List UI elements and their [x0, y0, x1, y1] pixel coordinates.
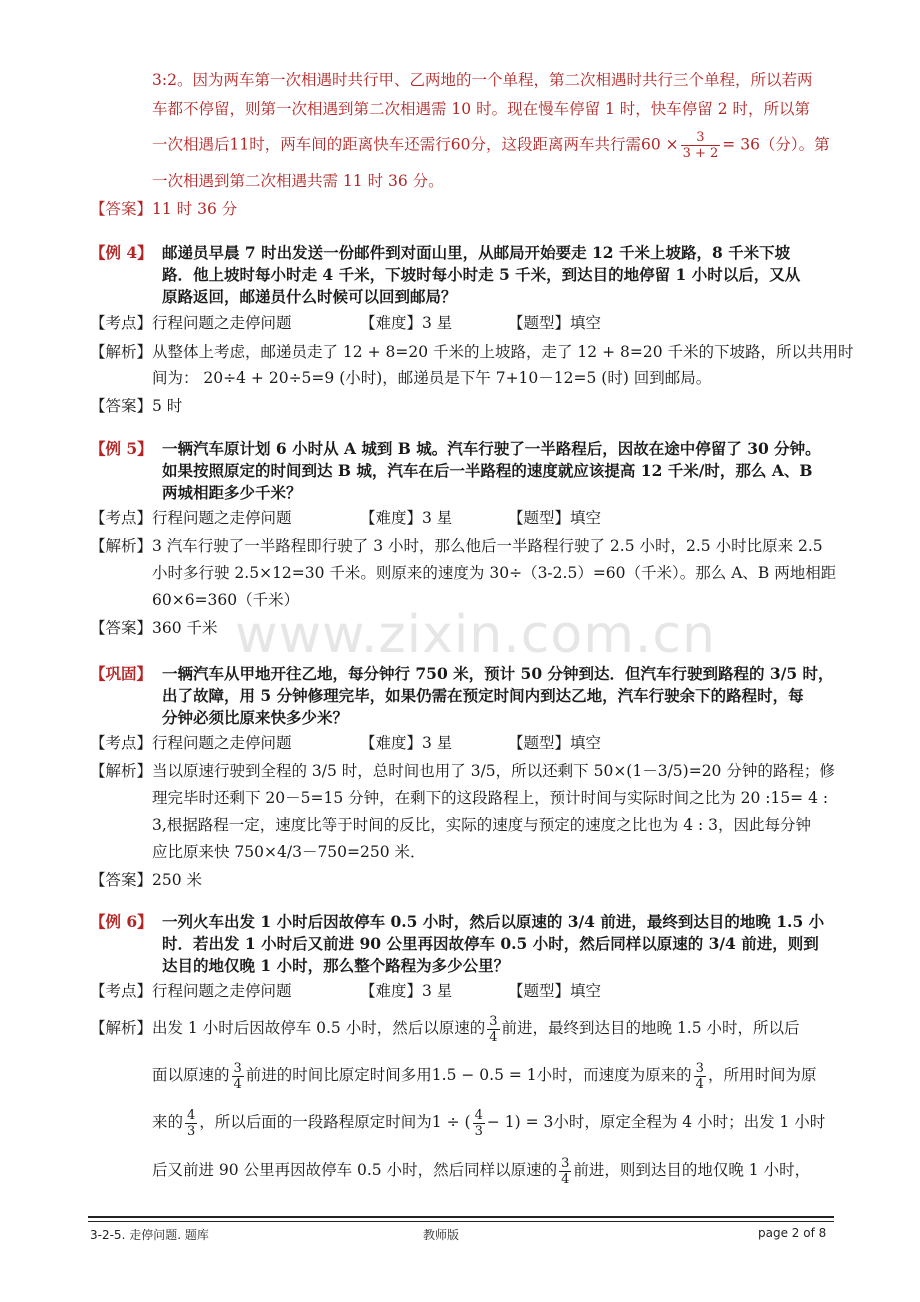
watermark: www.zixin.com.cn [235, 605, 716, 665]
analysis-line-4: 应比原来快 750×4/3－750=250 米． [152, 843, 426, 861]
footer-page-number: page 2 of 8 [758, 1226, 827, 1240]
question-type: 【题型】填空 [508, 509, 602, 527]
example-tag: 【例 5】 [90, 439, 153, 458]
fraction-3-4: $\frac{3}{4}$ [233, 1060, 242, 1092]
question-line-1: 一辆汽车从甲地开往乙地，每分钟行 750 米，预计 50 分钟到达．但汽车行驶到路程的 3/5 时， [162, 664, 834, 683]
question-line-3: 达目的地仅晚 1 小时，那么整个路程为多少公里？ [162, 956, 510, 975]
question-line-1: 一列火车出发 1 小时后因故停车 0.5 小时，然后以原速的 3/4 前进，最终到达目的地晚 1.5 小 [162, 912, 825, 931]
intro-line-3: 一次相遇后11时，两车间的距离快车还需行60分，这段距离两车共行需60 × $\frac{3}{3 + 2}$ = 36（分）。第 [152, 130, 830, 161]
analysis-line-2: 小时多行驶 2.5×12=30 千米。则原来的速度为 30÷（3-2.5）=60（千米）。那么 A、B 两地相距 [152, 564, 837, 582]
analysis-line-3: 来的 $\frac{4}{3}$ ，所以后面的一段路程原定时间为1 ÷ ( $\frac{4}{3}$ − 1) = 3小时，原定全程为 4 小时；出发 1 小时 [152, 1107, 826, 1139]
question-line-2: 路．他上坡时每小时走 4 千米，下坡时每小时走 5 千米，到达目的地停留 1 小时以后，又从 [162, 265, 801, 284]
analysis-line-1: 当以原速行驶到全程的 3/5 时，总时间也用了 3/5，所以还剩下 50×(1－3/5)=20 分钟的路程；修 [152, 762, 835, 780]
question-type: 【题型】填空 [508, 314, 602, 332]
intro-line-4: 一次相遇到第二次相遇共需 11 时 36 分。 [152, 172, 444, 190]
analysis-line-3: 60×6=360（千米） [152, 591, 300, 609]
analysis-line-1: 从整体上考虑，邮递员走了 12 + 8=20 千米的上坡路，走了 12 + 8=20 千米的下坡路，所以共用时 [152, 343, 854, 361]
intro-line-2: 车都不停留，则第一次相遇到第二次相遇需 10 时。现在慢车停留 1 时，快车停留 2 时，所以第 [152, 100, 811, 118]
question-type: 【题型】填空 [508, 982, 602, 1000]
intro-line-1: 3:2。因为两车第一次相遇时共行甲、乙两地的一个单程，第二次相遇时共行三个单程，所以若两 [152, 71, 813, 89]
analysis-line-2: 理完毕时还剩下 20－5=15 分钟，在剩下的这段路程上，预计时间与实际时间之比为 20 :15= 4 : [152, 789, 829, 807]
exercise-tag: 【巩固】 [90, 664, 153, 683]
question-line-3: 分钟必须比原来快多少米？ [162, 708, 349, 727]
fraction-4-3: $\frac{4}{3}$ [474, 1107, 483, 1139]
difficulty: 【难度】3 星 [360, 509, 453, 527]
difficulty: 【难度】3 星 [360, 982, 453, 1000]
question-line-2: 时．若出发 1 小时后又前进 90 公里再因故停车 0.5 小时，然后同样以原速的 3/4 前进，则到 [162, 934, 819, 953]
meta-row: 【考点】行程问题之走停问题 [90, 509, 292, 527]
fraction-3-4: $\frac{3}{4}$ [489, 1013, 498, 1045]
meta-row: 【考点】行程问题之走停问题 [90, 314, 292, 332]
question-line-1: 一辆汽车原计划 6 小时从 A 城到 B 城。汽车行驶了一半路程后，因故在途中停留了 30 分钟。 [162, 439, 821, 458]
analysis-label: 【解析】 [90, 1019, 153, 1037]
analysis-label: 【解析】 [90, 762, 153, 780]
analysis-line-3: 3,根据路程一定，速度比等于时间的反比，实际的速度与预定的速度之比也为 4 : 3，因此每分钟 [152, 816, 812, 834]
intro-answer: 【答案】11 时 36 分 [90, 200, 238, 218]
fraction: $\frac{3}{3 + 2}$ [682, 130, 719, 161]
answer-row: 【答案】250 米 [90, 871, 203, 889]
analysis-label: 【解析】 [90, 343, 153, 361]
question-line-2: 出了故障，用 5 分钟修理完毕，如果仍需在预定时间内到达乙地，汽车行驶余下的路程时，每 [162, 686, 804, 705]
example-tag: 【例 4】 [90, 243, 153, 262]
analysis-line-1: 3 汽车行驶了一半路程即行驶了 3 小时，那么他后一半路程行驶了 2.5 小时，2.5 小时比原来 2.5 [152, 537, 823, 555]
example-tag: 【例 6】 [90, 912, 153, 931]
answer-row: 【答案】360 千米 [90, 619, 218, 637]
question-line-3: 两城相距多少千米？ [162, 483, 302, 502]
difficulty: 【难度】3 星 [360, 734, 453, 752]
question-line-3: 原路返回，邮递员什么时候可以回到邮局？ [162, 287, 457, 306]
fraction-3-4: $\frac{3}{4}$ [695, 1060, 704, 1092]
question-line-2: 如果按照原定的时间到达 B 城，汽车在后一半路程的速度就应该提高 12 千米/时，那么 A、B [162, 461, 813, 480]
analysis-label: 【解析】 [90, 537, 153, 555]
fraction-3-4: $\frac{3}{4}$ [561, 1155, 570, 1187]
analysis-line-2: 间为： 20÷4 + 20÷5=9 (小时)，邮递员是下午 7+10－12=5 (时) 回到邮局。 [152, 369, 712, 387]
footer-center: 教师版 [423, 1228, 460, 1242]
meta-row: 【考点】行程问题之走停问题 [90, 734, 292, 752]
footer-left: 3-2-5. 走停问题. 题库 [90, 1228, 209, 1242]
question-line-1: 邮递员早晨 7 时出发送一份邮件到对面山里，从邮局开始要走 12 千米上坡路，8 千米下坡 [162, 243, 791, 262]
question-type: 【题型】填空 [508, 734, 602, 752]
meta-row: 【考点】行程问题之走停问题 [90, 982, 292, 1000]
analysis-line-1: 出发 1 小时后因故停车 0.5 小时，然后以原速的 $\frac{3}{4}$ 前进，最终到达目的地晚 1.5 小时，所以后 [152, 1013, 800, 1045]
analysis-line-2: 面以原速的 $\frac{3}{4}$ 前进的时间比原定时间多用1.5 − 0.5 = 1小时，而速度为原来的 $\frac{3}{4}$ ，所用时间为原 [152, 1060, 817, 1092]
fraction-4-3: $\frac{4}{3}$ [187, 1107, 196, 1139]
answer-row: 【答案】5 时 [90, 397, 183, 415]
difficulty: 【难度】3 星 [360, 314, 453, 332]
analysis-line-4: 后又前进 90 公里再因故停车 0.5 小时，然后同样以原速的 $\frac{3}{4}$ 前进，则到达目的地仅晚 1 小时， [152, 1155, 811, 1187]
footer-rule [88, 1221, 834, 1222]
footer-rule [88, 1216, 834, 1218]
